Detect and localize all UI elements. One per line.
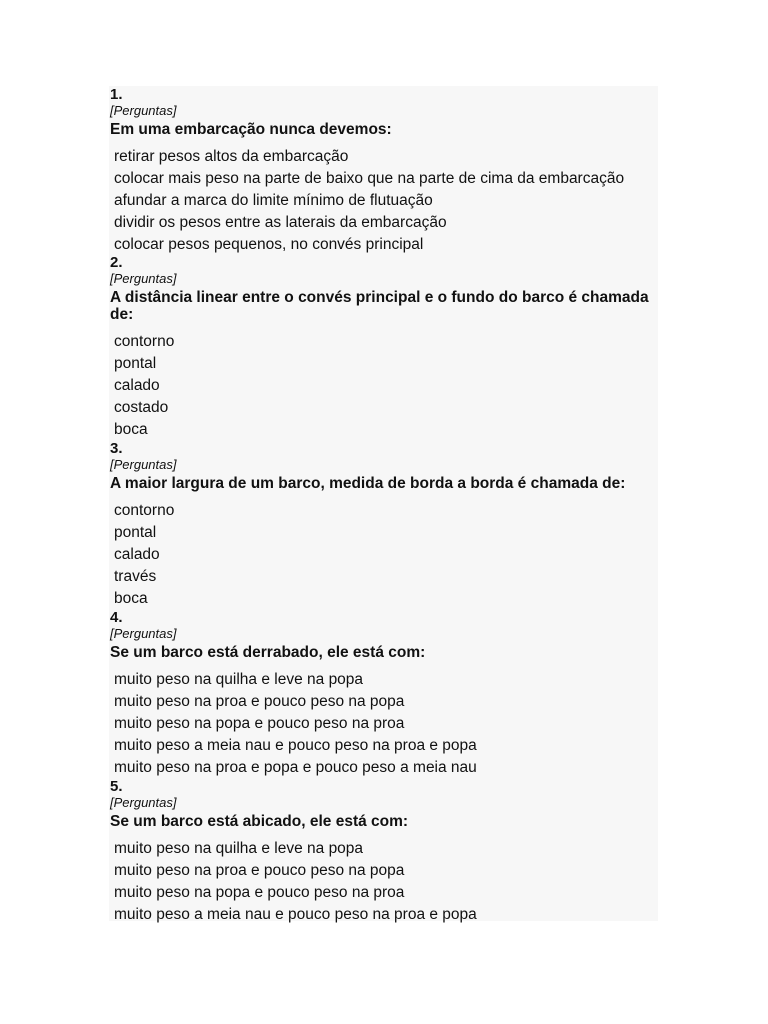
question-text: A maior largura de um barco, medida de borda a borda é chamada de:	[110, 475, 626, 492]
answer-options	[110, 500, 658, 610]
question-tag: [Perguntas]	[110, 626, 177, 641]
question-number: 4.	[110, 609, 123, 626]
answer-option[interactable]: calado	[114, 546, 160, 563]
answer-option[interactable]: muito peso na proa e pouco peso na popa	[114, 862, 405, 879]
answer-option[interactable]: muito peso na quilha e leve na popa	[114, 840, 364, 857]
question-number: 3.	[110, 440, 123, 457]
answer-option[interactable]: muito peso a meia nau e pouco peso na proa e popa	[114, 737, 477, 754]
answer-option[interactable]: muito peso na proa e pouco peso na popa	[114, 693, 405, 710]
answer-option[interactable]: dividir os pesos entre as laterais da embarcação	[114, 214, 447, 231]
answer-option[interactable]: muito peso na popa e pouco peso na proa	[114, 715, 405, 732]
question-text: Se um barco está abicado, ele está com:	[110, 813, 409, 830]
question-tag: [Perguntas]	[110, 271, 177, 286]
answer-option[interactable]: muito peso na popa e pouco peso na proa	[114, 884, 405, 901]
question-1	[110, 87, 658, 256]
question-tag: [Perguntas]	[110, 795, 177, 810]
question-number: 5.	[110, 778, 123, 795]
answer-option[interactable]: muito peso na proa e popa e pouco peso a meia nau	[114, 759, 477, 776]
question-number: 1.	[110, 86, 123, 103]
question-text: A distância linear entre o convés principal e o fundo do barco é chamada de:	[110, 289, 649, 323]
answer-option[interactable]: retirar pesos altos da embarcação	[114, 148, 349, 165]
answer-option[interactable]: pontal	[114, 524, 157, 541]
answer-option[interactable]: costado	[114, 399, 169, 416]
question-3	[110, 441, 658, 610]
answer-options	[110, 838, 658, 926]
answer-option[interactable]: muito peso a meia nau e pouco peso na proa e popa	[114, 906, 477, 923]
question-5	[110, 779, 658, 926]
answer-option[interactable]: contorno	[114, 333, 175, 350]
answer-option[interactable]: contorno	[114, 502, 175, 519]
answer-option[interactable]: muito peso na quilha e leve na popa	[114, 671, 364, 688]
question-tag: [Perguntas]	[110, 457, 177, 472]
question-text: Em uma embarcação nunca devemos:	[110, 121, 392, 138]
answer-option[interactable]: boca	[114, 421, 148, 438]
answer-option[interactable]: través	[114, 568, 157, 585]
answer-option[interactable]: colocar pesos pequenos, no convés principal	[114, 236, 424, 253]
answer-options	[110, 331, 658, 441]
question-tag: [Perguntas]	[110, 103, 177, 118]
answer-option[interactable]: calado	[114, 377, 160, 394]
question-4	[110, 610, 658, 779]
answer-option[interactable]: colocar mais peso na parte de baixo que na parte de cima da embarcação	[114, 170, 625, 187]
question-2	[110, 255, 658, 441]
answer-option[interactable]: boca	[114, 590, 148, 607]
answer-option[interactable]: pontal	[114, 355, 157, 372]
answer-options	[110, 146, 658, 256]
question-text: Se um barco está derrabado, ele está com:	[110, 644, 426, 661]
question-number: 2.	[110, 254, 123, 271]
answer-options	[110, 669, 658, 779]
answer-option[interactable]: afundar a marca do limite mínimo de flutuação	[114, 192, 433, 209]
